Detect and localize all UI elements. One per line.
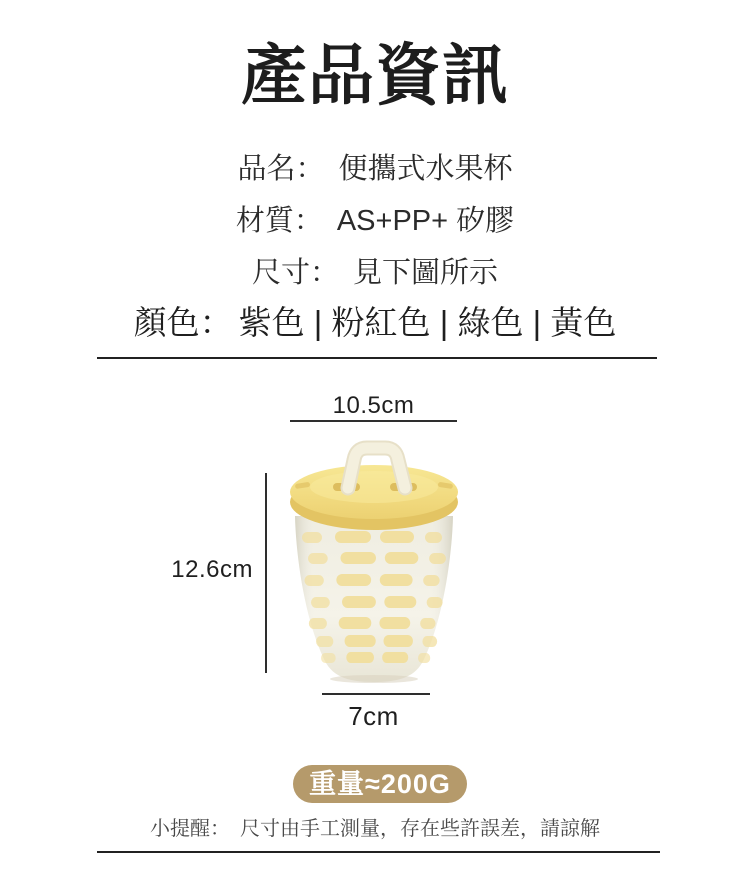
- dimension-diagram: [0, 380, 750, 750]
- width-dimension-line: [290, 420, 457, 422]
- reminder-note: [0, 812, 750, 841]
- product-image: [278, 436, 470, 686]
- divider-top: [97, 357, 657, 359]
- base-shadow: [330, 675, 418, 683]
- spec-colors: [0, 297, 750, 344]
- spec-product-name-label: 品名：: [237, 153, 325, 185]
- base-dimension-label: 7cm: [348, 701, 399, 731]
- spec-colors-label: 顏色：: [133, 304, 233, 341]
- color-options: 紫色 | 粉紅色 | 綠色 | 黃色: [238, 304, 617, 341]
- reminder-text: 尺寸由手工測量，存在些許誤差，請諒解: [240, 818, 600, 840]
- weight-badge: 重量≈200G: [293, 765, 467, 803]
- height-dimension-label: 12.6cm: [171, 556, 253, 583]
- height-dimension-line: [265, 473, 267, 673]
- page-title: 產品資訊: [241, 38, 509, 112]
- spec-size-value: 見下圖所示: [353, 257, 499, 289]
- base-dimension-line: [322, 693, 430, 695]
- spec-size: [0, 250, 750, 291]
- spec-product-name: [0, 146, 750, 187]
- width-dimension-label: 10.5cm: [332, 392, 415, 419]
- spec-size-label: 尺寸：: [251, 257, 339, 289]
- reminder-label: 小提醒：: [150, 818, 230, 840]
- divider-bottom: [97, 851, 660, 853]
- spec-material-label: 材質：: [235, 205, 323, 237]
- spec-product-name-value: 便攜式水果杯: [338, 153, 513, 185]
- spec-material-value: AS+PP+ 矽膠: [336, 205, 515, 237]
- lid: [290, 465, 458, 530]
- spec-material: [0, 198, 750, 239]
